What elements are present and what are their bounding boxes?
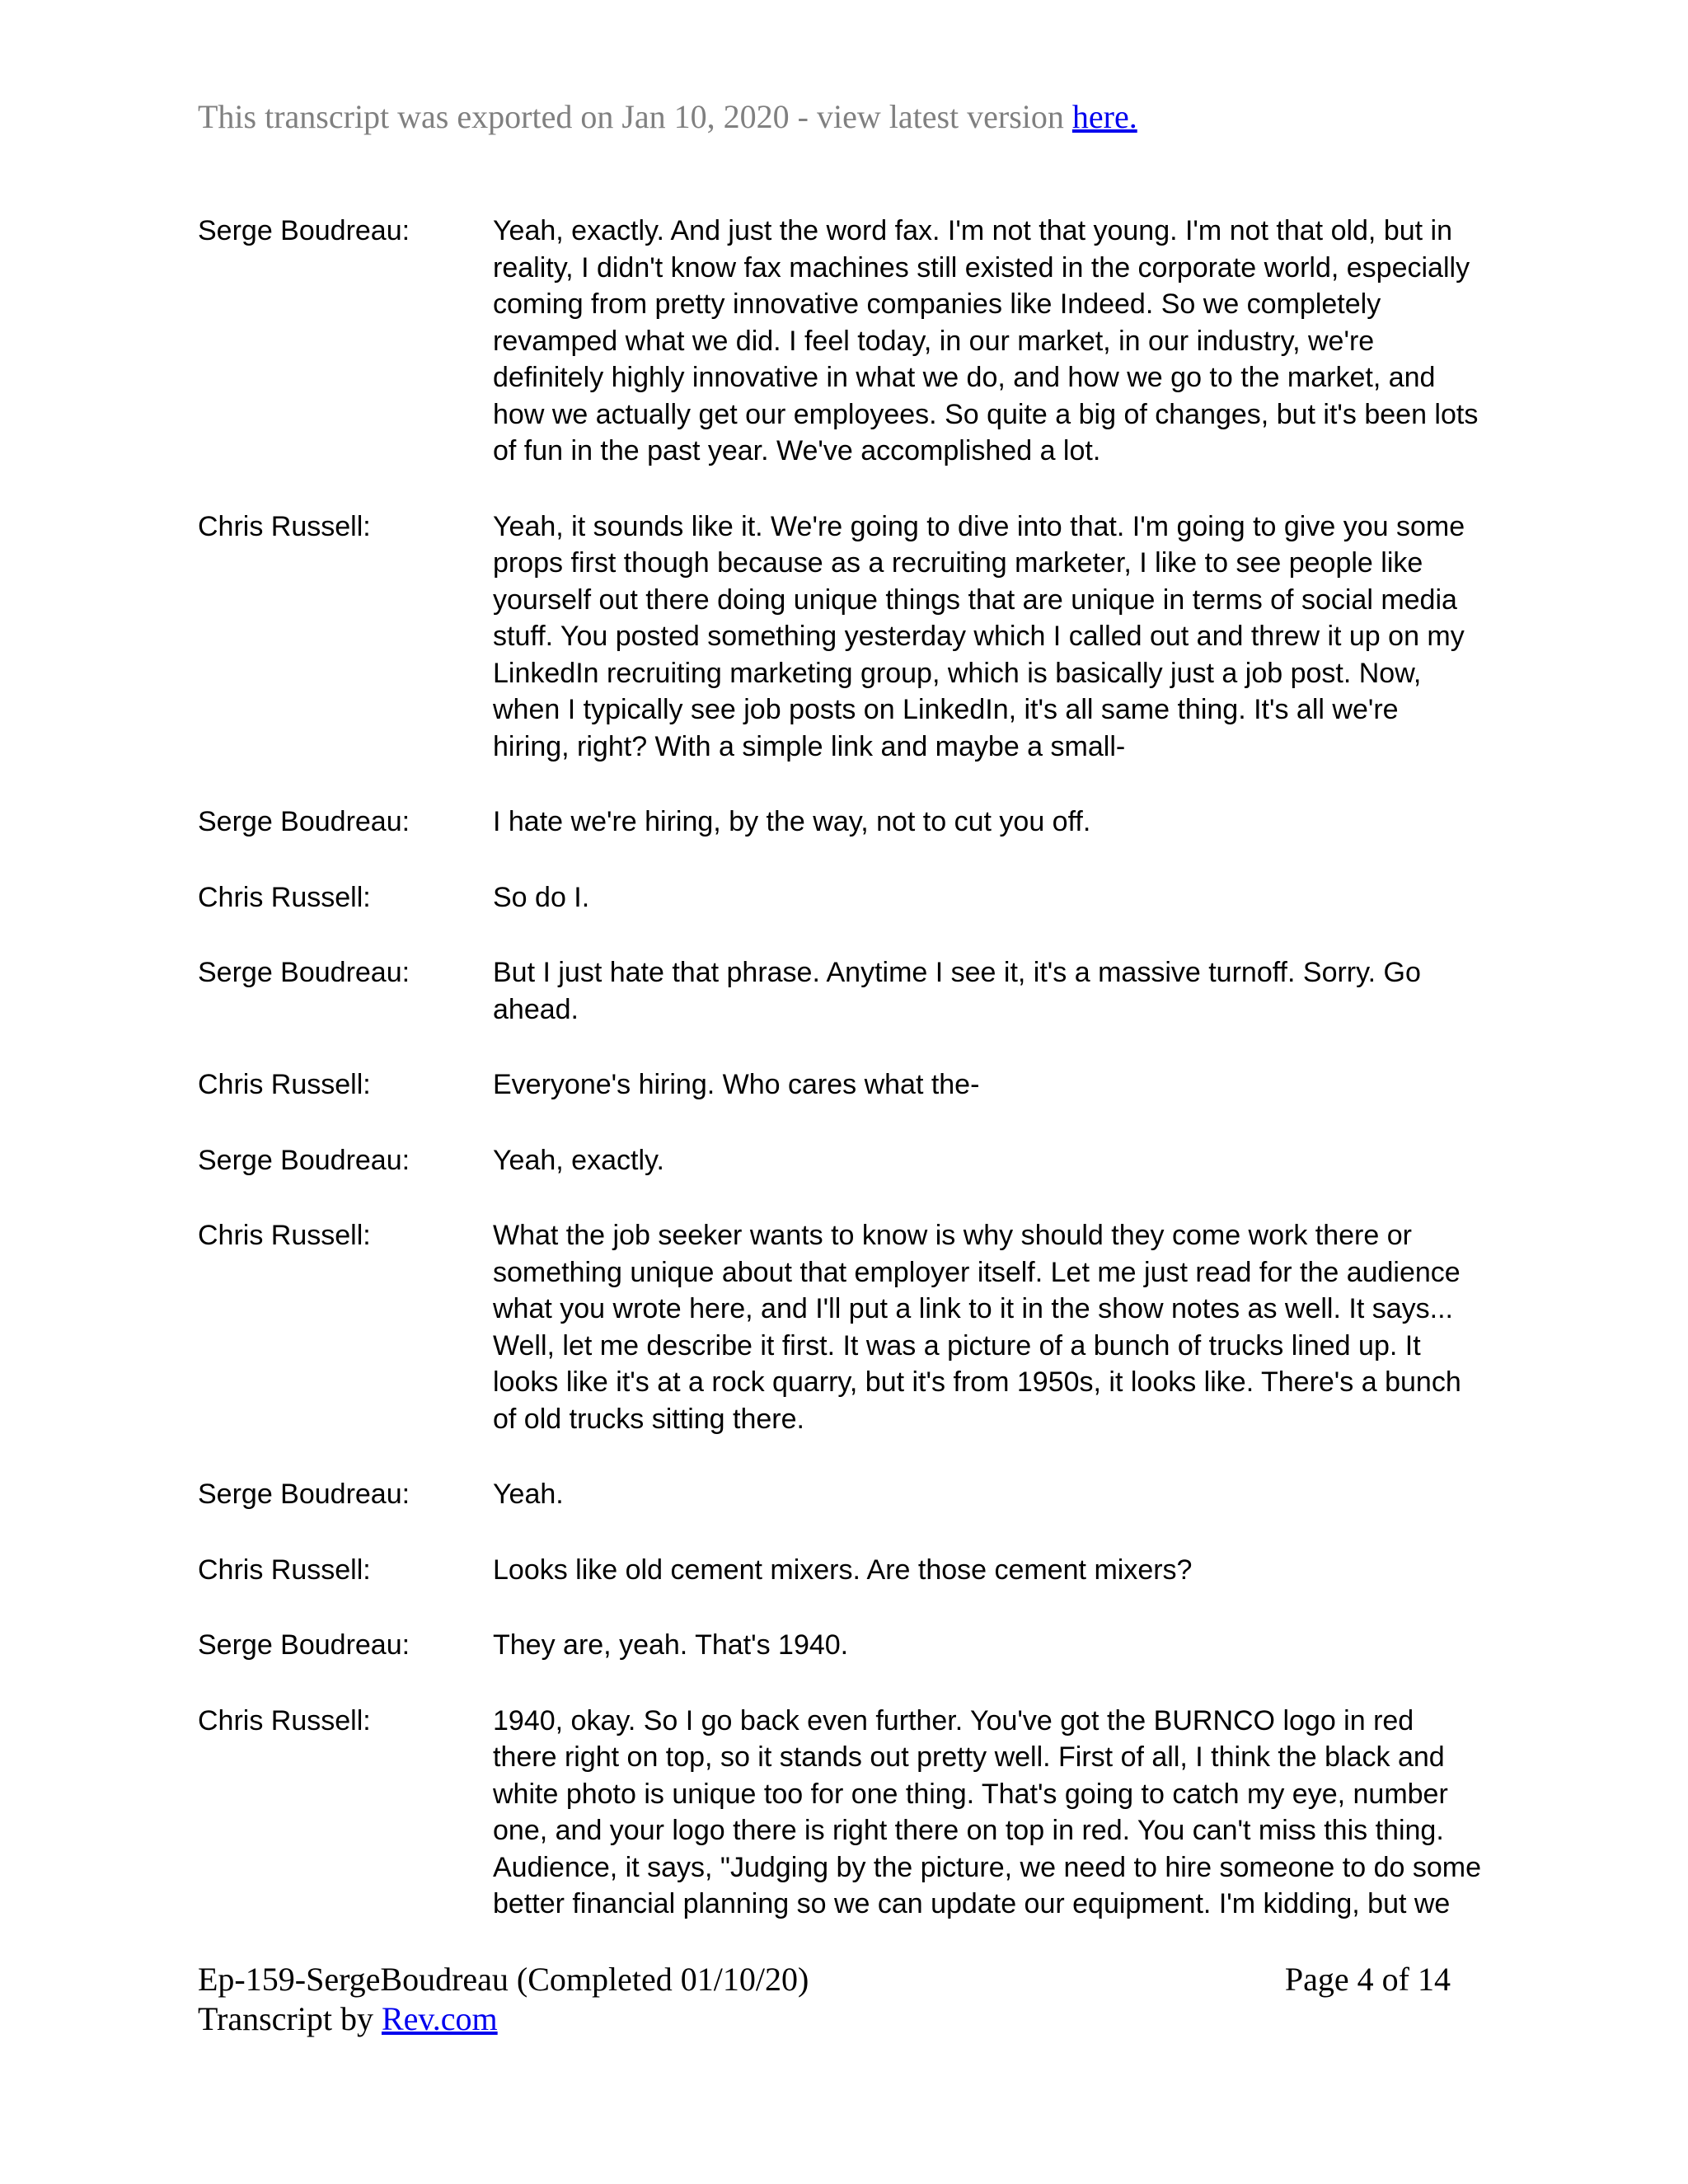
speaker-name: Serge Boudreau:	[198, 1629, 410, 1661]
rev-link[interactable]: Rev.com	[381, 2000, 498, 2037]
utterance-text: So do I.	[493, 881, 590, 913]
credit-prefix: Transcript by	[198, 2000, 382, 2037]
speaker-name: Serge Boudreau:	[198, 806, 410, 837]
utterance-text: Yeah, exactly.	[493, 1144, 664, 1176]
transcript-body	[198, 213, 1500, 1961]
transcript-entry	[198, 879, 1500, 916]
transcript-entry	[198, 1476, 1500, 1513]
utterance-text: Yeah, exactly. And just the word fax. I'm not that young. I'm not that old, but in reality, I didn't know fax machines still existed in the corporate world, especially coming from pretty innovative companies like Indeed. So we completely revamped what we did. I feel today, in our market, in our industry, we're definitely highly innovative in what we do, and how we go to the market, and how we actually get our employees. So quite a big of changes, but it's been lots of fun in the past year. We've accomplished a lot.	[493, 215, 1479, 466]
transcript-entry	[198, 1627, 1500, 1664]
transcript-entry	[198, 509, 1500, 766]
speaker-name: Chris Russell:	[198, 1069, 371, 1100]
utterance-text: Everyone's hiring. Who cares what the-	[493, 1069, 980, 1100]
speaker-name: Chris Russell:	[198, 1554, 371, 1586]
transcript-entry	[198, 954, 1500, 1028]
latest-version-link[interactable]: here.	[1071, 98, 1137, 135]
speaker-name: Serge Boudreau:	[198, 215, 410, 246]
utterance-text: But I just hate that phrase. Anytime I see it, it's a massive turnoff. Sorry. Go ahead.	[493, 957, 1421, 1025]
speaker-name: Chris Russell:	[198, 1704, 371, 1736]
speaker-name: Chris Russell:	[198, 1220, 371, 1251]
transcript-entry	[198, 1703, 1500, 1923]
page-footer	[198, 1960, 1451, 2039]
document-title: Ep-159-SergeBoudreau (Completed 01/10/20)	[198, 1961, 809, 1998]
page-number: Page 4 of 14	[1284, 1961, 1451, 1998]
export-notice-text: This transcript was exported on Jan 10, 2020 - view latest version	[198, 98, 1072, 135]
transcript-entry	[198, 1217, 1500, 1437]
transcript-entry	[198, 804, 1500, 841]
utterance-text: I hate we're hiring, by the way, not to cut you off.	[493, 806, 1091, 837]
transcript-entry	[198, 1142, 1500, 1179]
utterance-text: Yeah, it sounds like it. We're going to dive into that. I'm going to give you some props first though because as a recruiting marketer, I like to see people like yourself out there doing unique things that are unique in terms of social media stuff. You posted something yesterday which I called out and threw it up on my LinkedIn recruiting marketing group, which is basically just a job post. Now, when I typically see job posts on LinkedIn, it's all same thing. It's all we're hiring, right? With a simple link and maybe a small-	[493, 510, 1465, 762]
utterance-text: Yeah.	[493, 1479, 564, 1510]
utterance-text: Looks like old cement mixers. Are those cement mixers?	[493, 1554, 1193, 1586]
speaker-name: Serge Boudreau:	[198, 1144, 410, 1176]
transcript-entry	[198, 1066, 1500, 1104]
speaker-name: Chris Russell:	[198, 510, 371, 542]
transcript-entry	[198, 1552, 1500, 1589]
speaker-name: Serge Boudreau:	[198, 957, 410, 988]
transcript-credit	[198, 1999, 1451, 2039]
utterance-text: They are, yeah. That's 1940.	[493, 1629, 849, 1661]
transcript-entry	[198, 213, 1500, 470]
export-notice	[198, 97, 1137, 136]
utterance-text: 1940, okay. So I go back even further. You've got the BURNCO logo in red there right on top, so it stands out pretty well. First of all, I think the black and white photo is unique too for one thing. That's going to catch my eye, number one, and your logo there is right there on top in red. You can't miss this thing. Audience, it says, "Judging by the picture, we need to hire someone to do some better financial planning so we can update our equipment. I'm kidding, but we	[493, 1704, 1481, 1919]
speaker-name: Serge Boudreau:	[198, 1479, 410, 1510]
footer-row	[198, 1960, 1451, 1999]
utterance-text: What the job seeker wants to know is why should they come work there or something unique about that employer itself. Let me just read for the audience what you wrote here, and I'll put a link to it in the show notes as well. It says... Well, let me describe it first. It was a picture of a bunch of trucks lined up. It looks like it's at a rock quarry, but it's from 1950s, it looks like. There's a bunch of old trucks sitting there.	[493, 1220, 1461, 1435]
speaker-name: Chris Russell:	[198, 881, 371, 913]
